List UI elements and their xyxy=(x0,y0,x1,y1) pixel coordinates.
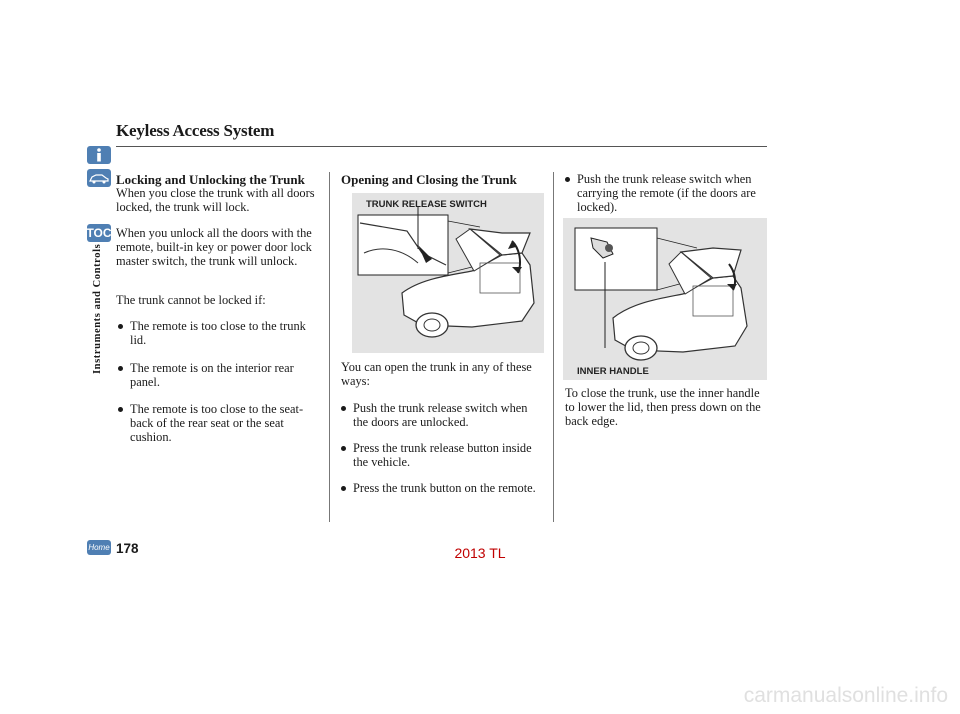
site-watermark: carmanualsonline.info xyxy=(743,684,948,707)
title-divider xyxy=(116,146,767,147)
page-number: 178 xyxy=(116,541,139,556)
col2-paragraph-1: You can open the trunk in any of these ways: xyxy=(341,360,532,388)
home-label: Home xyxy=(88,543,110,552)
toc-button[interactable] xyxy=(87,224,111,242)
car-icon[interactable] xyxy=(87,169,111,187)
col2-bullet-1: Push the trunk release switch when the doors are unlocked. xyxy=(341,401,543,429)
col1-paragraph-3: The trunk cannot be locked if: xyxy=(116,293,266,307)
chapter-label: Instruments and Controls xyxy=(92,243,103,374)
info-glyph xyxy=(95,148,103,162)
trunk-open-illustration xyxy=(352,193,544,353)
car-glyph xyxy=(89,173,109,184)
col3-paragraph-1: To close the trunk, use the inner handle to lower the lid, then press down on the back edge. xyxy=(565,386,761,428)
info-icon[interactable] xyxy=(87,146,111,164)
trunk-release-switch-figure xyxy=(352,193,544,353)
col1-bullet-2: The remote is on the interior rear panel. xyxy=(118,361,325,389)
model-watermark: 2013 TL xyxy=(454,545,506,561)
col2-bullet-2: Press the trunk release button inside the vehicle. xyxy=(341,441,543,469)
col1-paragraph-2: When you unlock all the doors with the remote, built-in key or power door lock master switch, the trunk will unlock. xyxy=(116,226,312,268)
column-divider-1 xyxy=(329,172,330,522)
col1-bullet-3: The remote is too close to the seat-back of the rear seat or the seat cushion. xyxy=(118,402,325,444)
col2-bullet-3: Press the trunk button on the remote. xyxy=(341,481,543,495)
col1-paragraph-1: When you close the trunk with all doors locked, the trunk will lock. xyxy=(116,186,315,214)
column-divider-2 xyxy=(553,172,554,522)
trunk-release-switch-label: TRUNK RELEASE SWITCH xyxy=(366,199,487,210)
inner-handle-figure xyxy=(563,218,767,380)
section-title: Keyless Access System xyxy=(116,121,275,140)
inner-handle-label: INNER HANDLE xyxy=(577,366,649,377)
toc-label: TOC xyxy=(86,226,112,240)
col1-bullet-1: The remote is too close to the trunk lid. xyxy=(118,319,325,347)
inner-handle-illustration xyxy=(563,218,767,380)
col1-heading: Locking and Unlocking the Trunk xyxy=(116,172,305,187)
col3-bullet-1: Push the trunk release switch when carrying the remote (if the doors are locked). xyxy=(565,172,777,214)
col2-heading: Opening and Closing the Trunk xyxy=(341,172,517,187)
